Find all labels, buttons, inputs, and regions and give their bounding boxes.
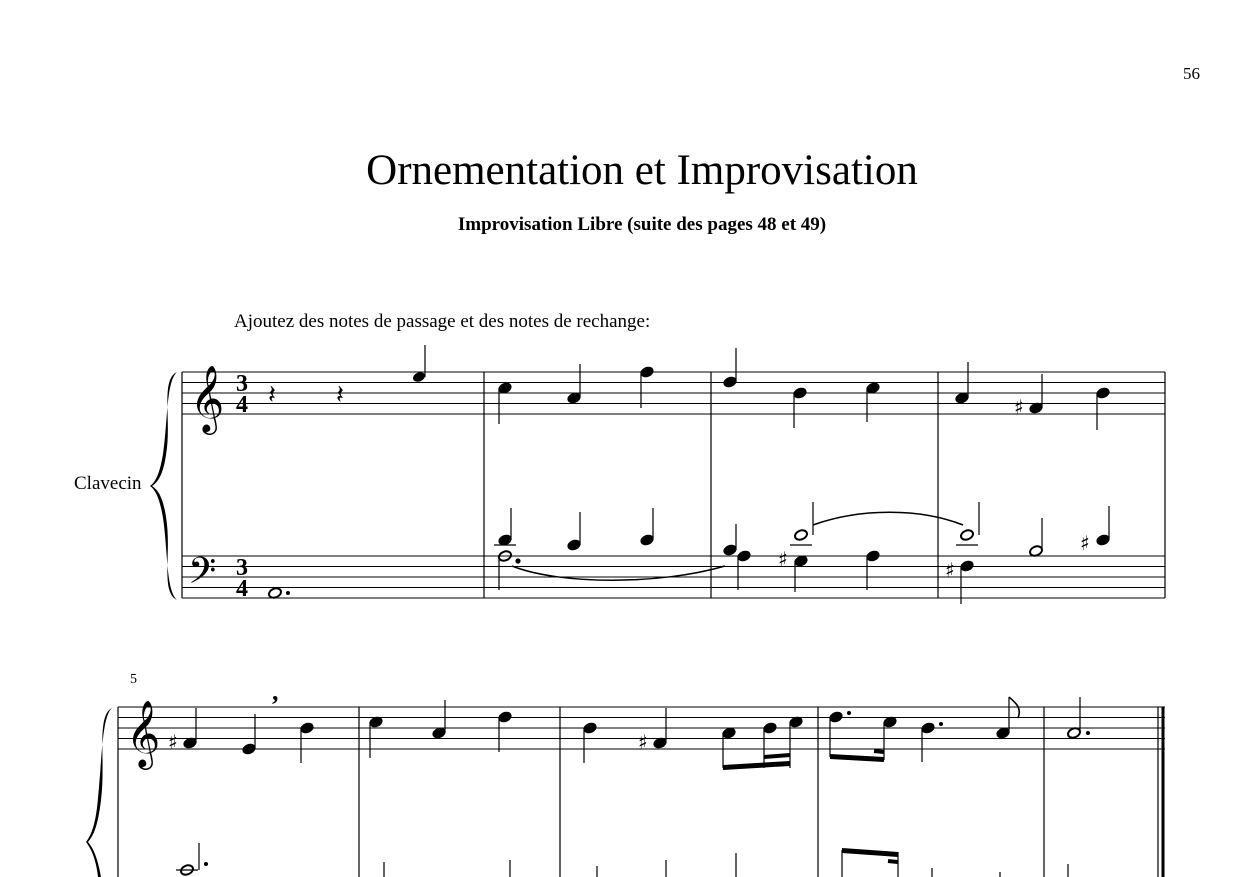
page-number: 56 [1183,64,1200,83]
treble-clef: 𝄞 [190,364,225,432]
svg-text:♯: ♯ [1014,395,1024,419]
measure-9-treble [1067,697,1090,739]
svg-text:♯: ♯ [778,547,788,571]
brace [86,708,112,877]
measure-4-bass [945,502,1110,604]
measure-5-treble [168,677,314,763]
quarter-rest: 𝄽 [268,380,276,410]
page-title: Ornementation et Improvisation [366,147,918,194]
treble-clef: 𝄞 [126,699,161,767]
measure-3-treble [723,348,881,428]
page-subtitle: Improvisation Libre (suite des pages 48 et 49) [457,214,827,235]
svg-text:♯: ♯ [168,730,178,754]
measure-1-treble [268,345,426,410]
exercise-instruction: Ajoutez des notes de passage et des notes de rechange: [234,311,651,332]
measure-2-bass [494,508,725,590]
brace [150,372,177,600]
bass-clef: 𝄢 [188,550,217,601]
svg-text:♯: ♯ [1080,531,1090,555]
measure-number: 5 [130,672,137,687]
svg-text:3: 3 [236,371,248,397]
instrument-label: Clavecin [74,473,142,494]
quarter-rest: 𝄽 [336,380,344,410]
svg-text:♯: ♯ [945,558,955,582]
system-2 [86,677,1165,877]
svg-text:4: 4 [236,392,248,418]
svg-text:3: 3 [236,555,248,581]
lower-staff-partial [176,843,1068,877]
svg-text:4: 4 [236,576,248,602]
breath-mark: , [272,677,279,706]
measure-2-treble [498,364,655,424]
measure-1-bass [268,587,290,600]
time-signature [236,371,248,602]
measure-3-bass [723,502,963,592]
system-1 [150,345,1165,604]
svg-text:♯: ♯ [638,730,648,754]
